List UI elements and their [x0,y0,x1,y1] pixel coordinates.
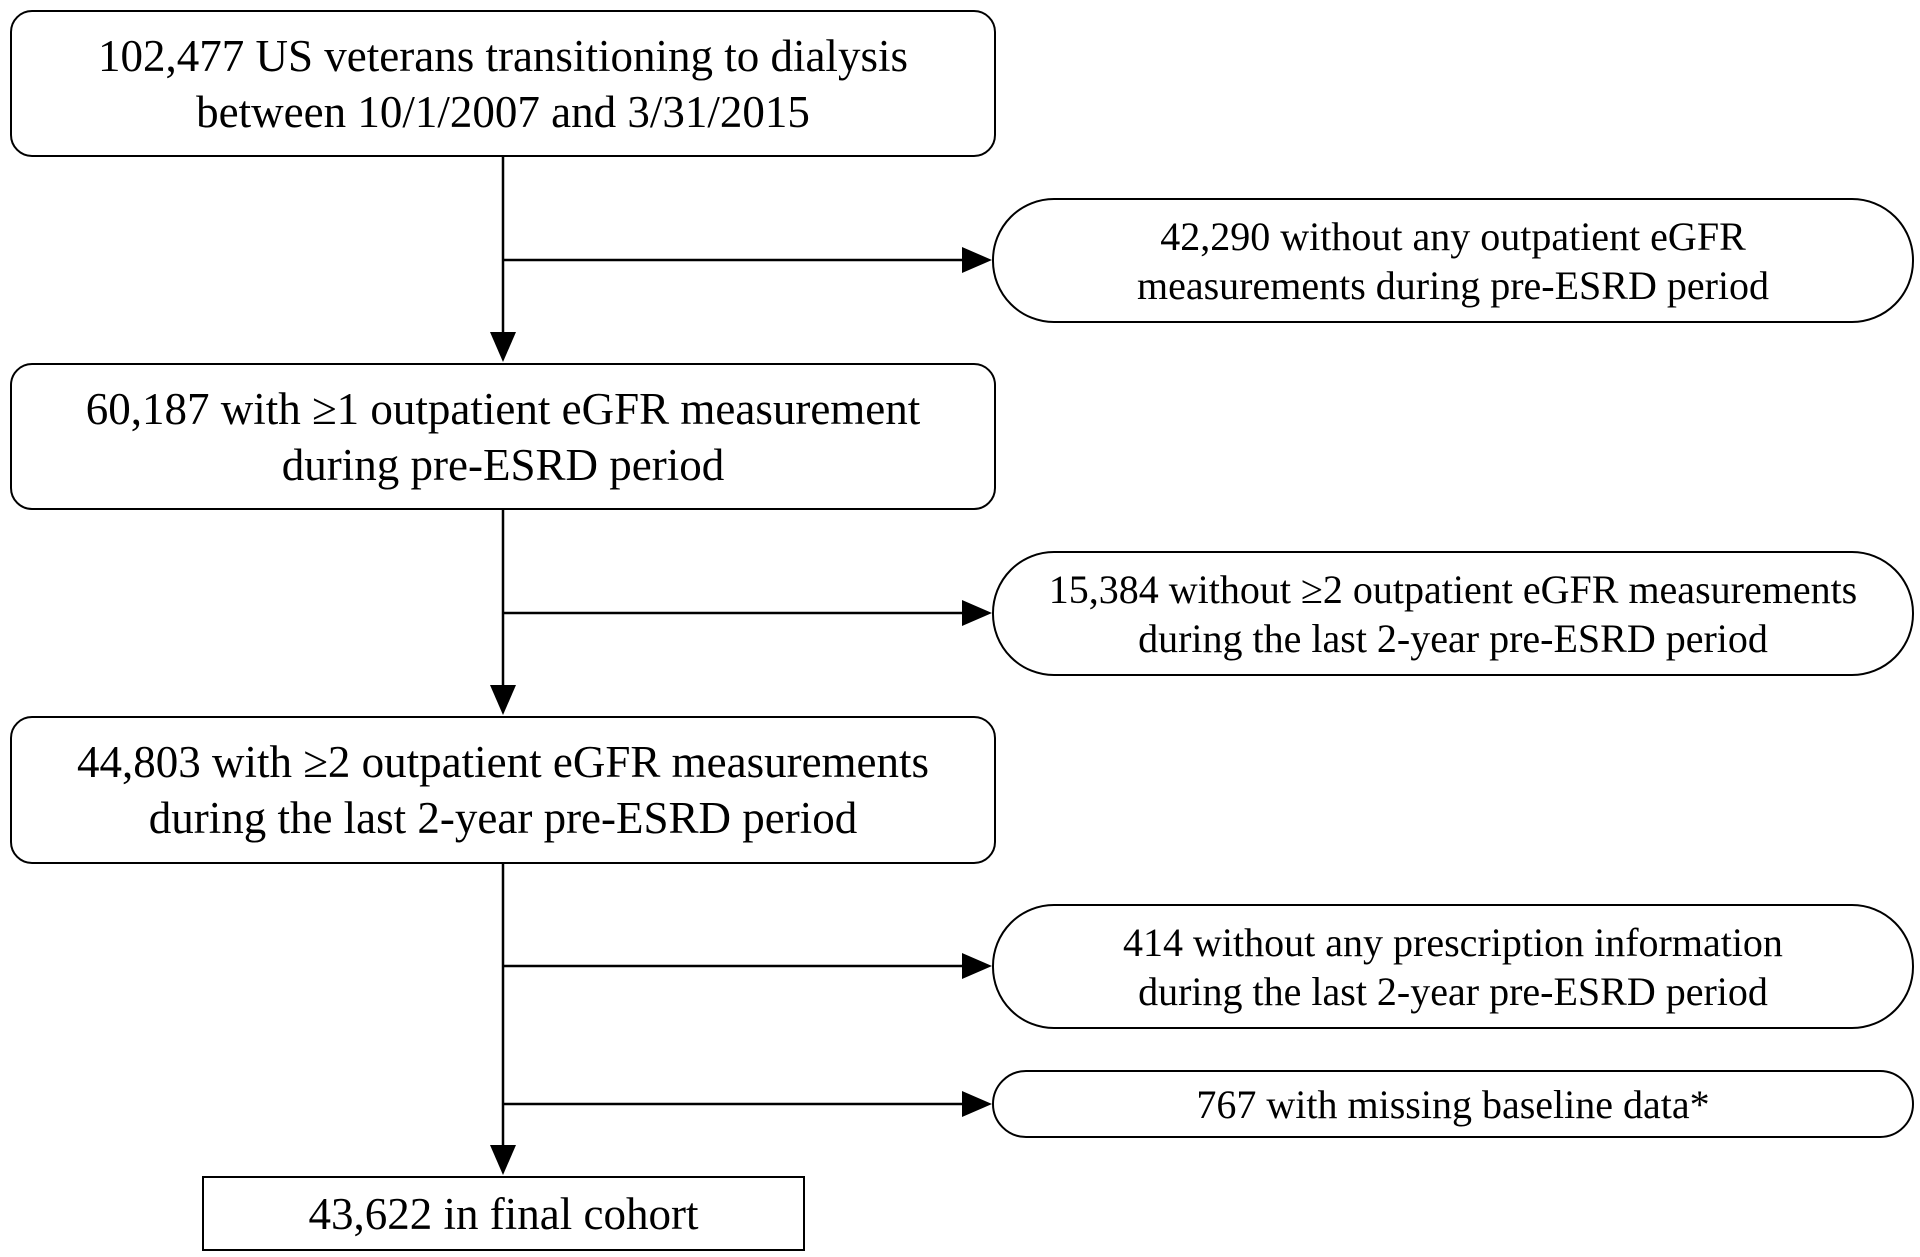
box-text-line: 414 without any prescription information [1123,919,1783,965]
box-text-line: 42,290 without any outpatient eGFR [1160,213,1746,259]
arrowhead-main-3 [490,685,516,715]
box-initial-population [10,10,996,157]
box-text-line: 43,622 in final cohort [308,1188,699,1239]
box-text-line: 60,187 with ≥1 outpatient eGFR measurement [85,383,921,434]
box-text-line: during the last 2-year pre-ESRD period [1138,615,1768,661]
arrowhead-excl-2 [962,600,992,626]
box-exclusion-fewer-than-two-egfr [992,551,1914,676]
box-text-line: 44,803 with ≥2 outpatient eGFR measurements [76,737,930,787]
box-text-line: during the last 2-year pre-ESRD period [1138,968,1768,1014]
arrowhead-excl-4 [962,1091,992,1117]
box-exclusion-no-prescription [992,904,1914,1029]
box-text-line: during the last 2-year pre-ESRD period [148,793,858,843]
arrowhead-final [490,1145,516,1175]
box-text-line: 767 with missing baseline data* [1196,1081,1710,1127]
box-exclusion-no-egfr [992,198,1914,323]
box-text-line: measurements during pre-ESRD period [1136,262,1770,308]
box-text-line: 15,384 without ≥2 outpatient eGFR measurements [1048,566,1858,612]
box-text-line: during pre-ESRD period [281,439,725,490]
box-one-egfr-measurement [10,363,996,510]
box-two-egfr-measurements [10,716,996,864]
arrowhead-main-2 [490,332,516,362]
arrowhead-excl-3 [962,953,992,979]
box-text-line: between 10/1/2007 and 3/31/2015 [196,86,810,137]
arrowhead-excl-1 [962,247,992,273]
box-final-cohort [202,1176,805,1251]
box-text-line: 102,477 US veterans transitioning to dialysis [98,30,908,81]
box-exclusion-missing-baseline [992,1070,1914,1138]
